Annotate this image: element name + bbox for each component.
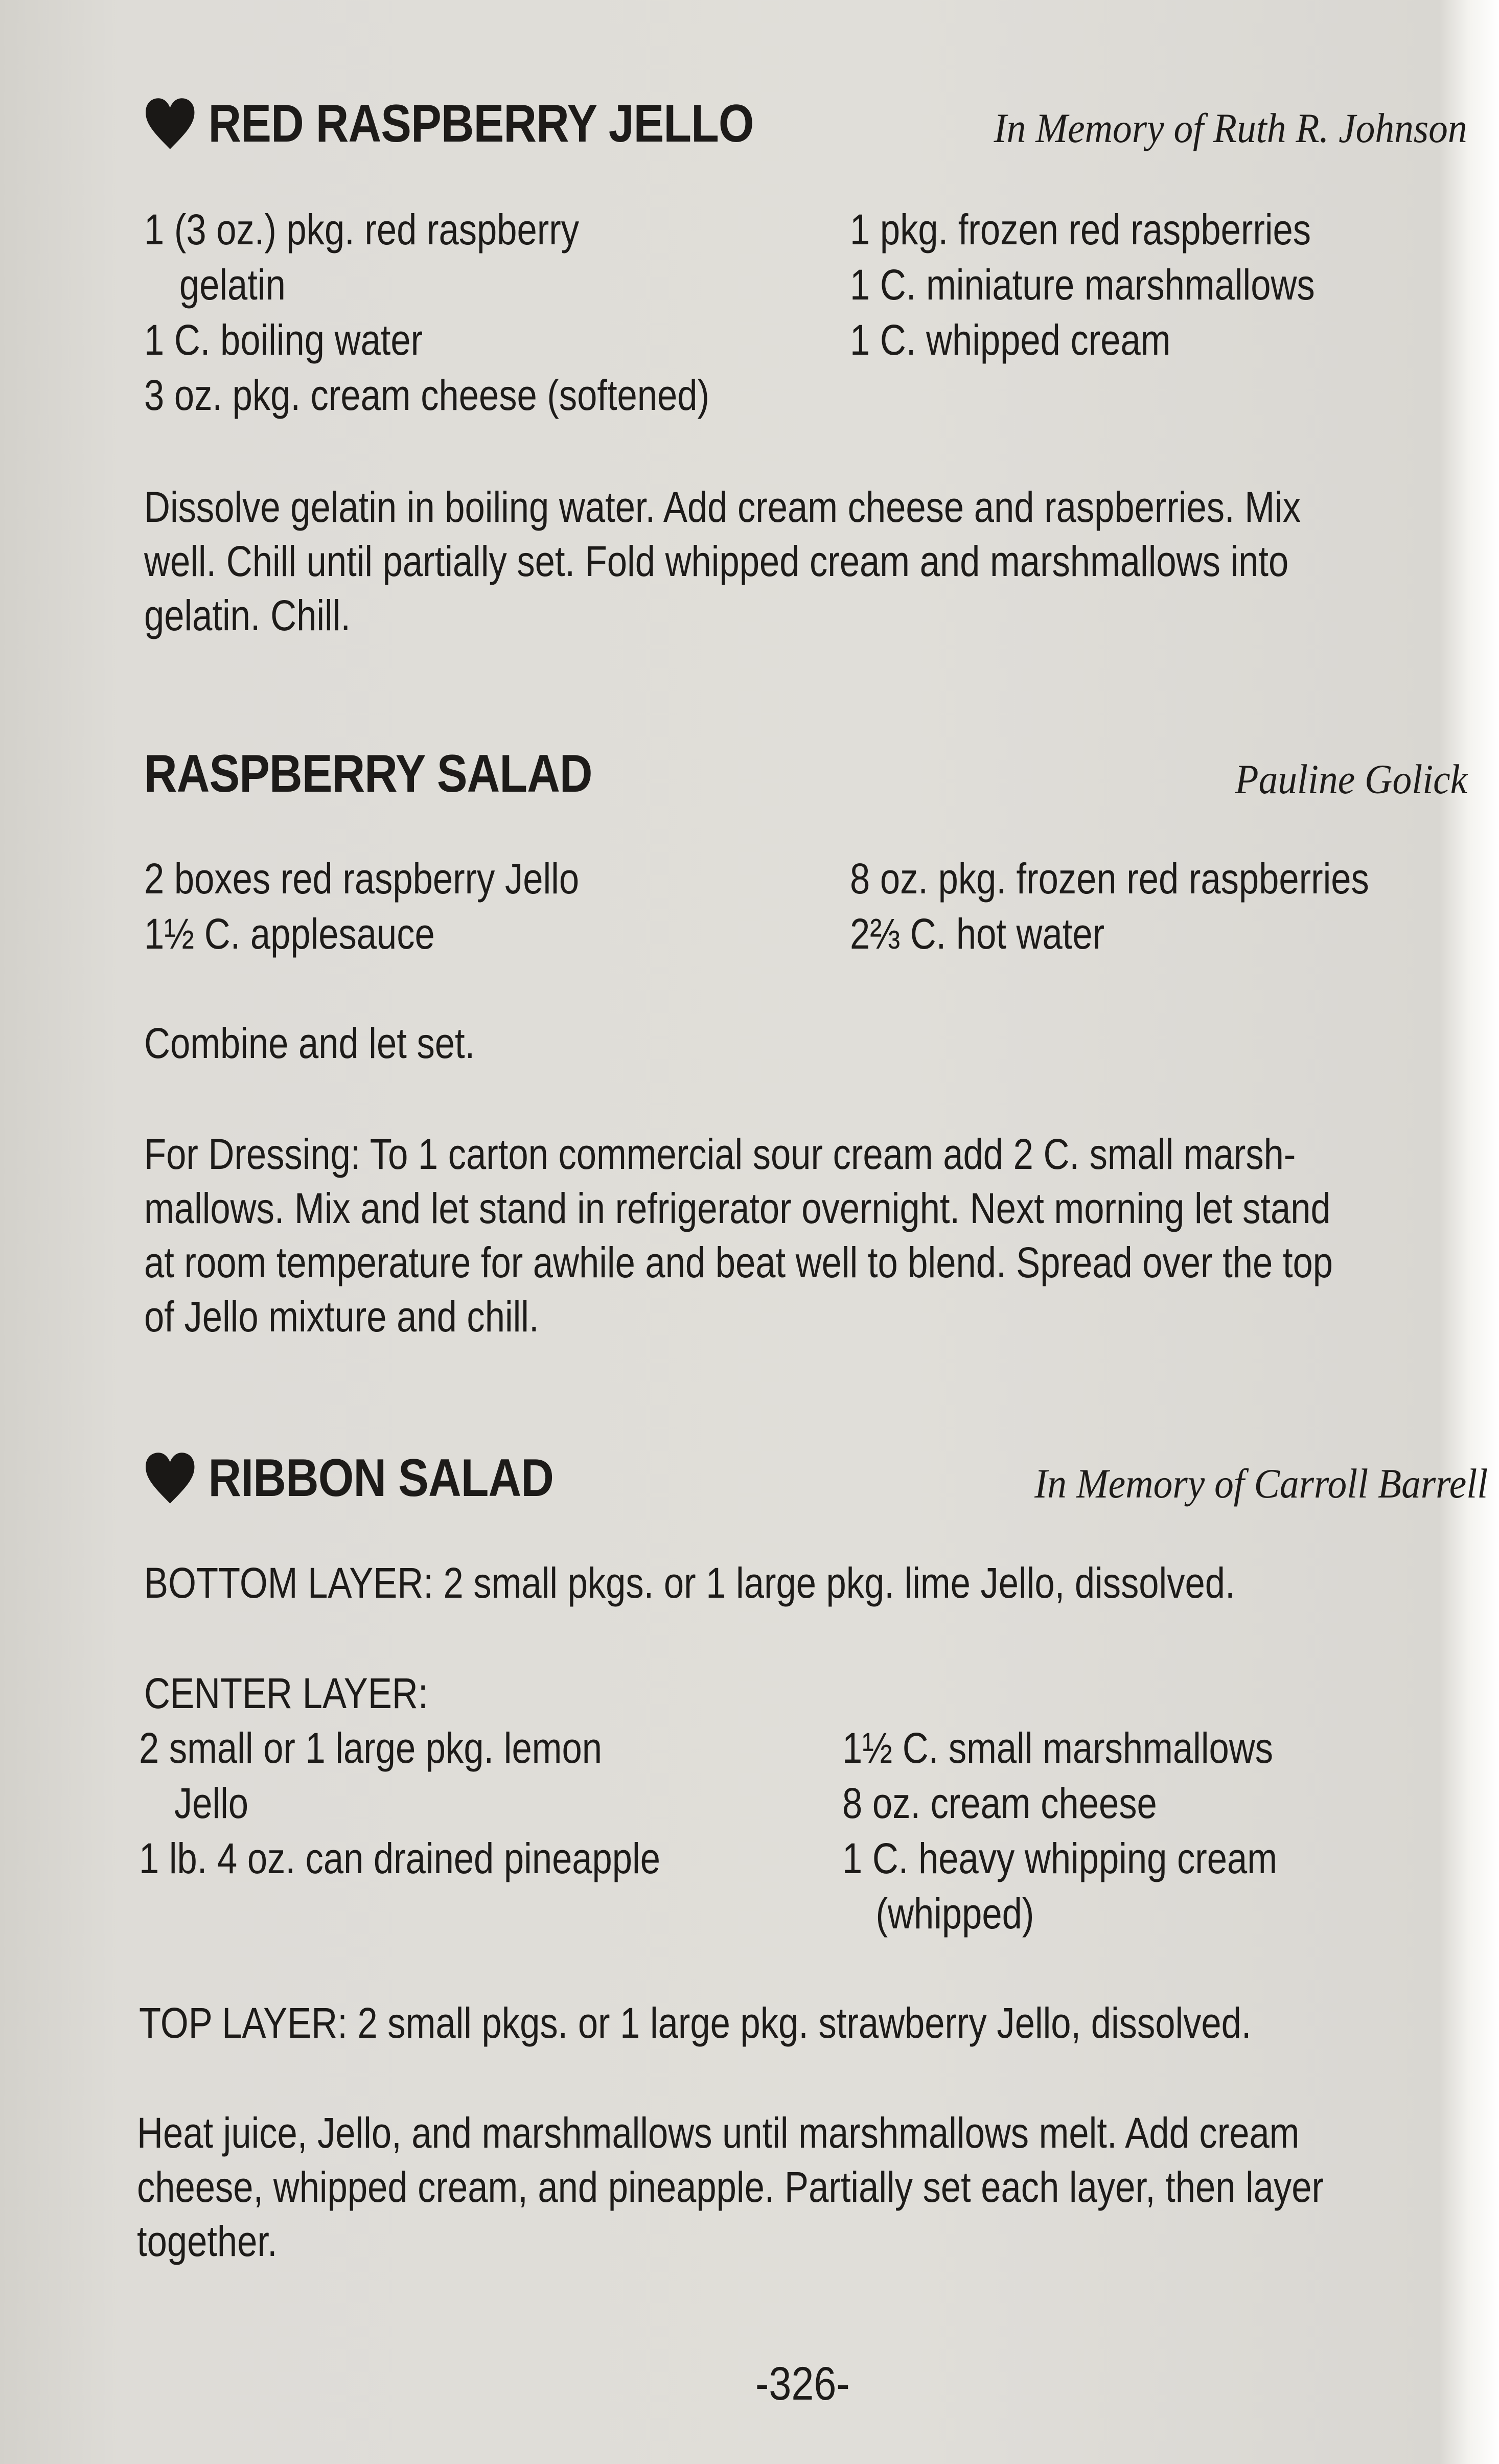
ingredient: 1 lb. 4 oz. can drained pineapple bbox=[139, 1834, 660, 1882]
ingredient: 1 C. boiling water bbox=[144, 316, 423, 364]
ingredient: 2 small or 1 large pkg. lemon bbox=[139, 1724, 602, 1772]
bottom-layer: BOTTOM LAYER: 2 small pkgs. or 1 large pkg. lime Jello, dissolved. bbox=[144, 1559, 1235, 1607]
ingredient: 1 pkg. frozen red raspberries bbox=[850, 205, 1311, 254]
directions-line: For Dressing: To 1 carton commercial sour cream add 2 C. small marsh- bbox=[144, 1130, 1296, 1178]
ingredient: 8 oz. cream cheese bbox=[842, 1779, 1157, 1827]
top-layer: TOP LAYER: 2 small pkgs. or 1 large pkg. strawberry Jello, dissolved. bbox=[139, 1999, 1252, 2047]
recipe-title-ribbon-salad bbox=[144, 1448, 620, 1509]
ingredients-right bbox=[850, 202, 1315, 367]
ingredient: 1 C. heavy whipping cream bbox=[842, 1834, 1278, 1882]
recipe-title-text: RIBBON SALAD bbox=[208, 1448, 554, 1508]
ingredient: 1 (3 oz.) pkg. red raspberry bbox=[144, 205, 579, 254]
directions-line: well. Chill until partially set. Fold whipped cream and marshmallows into bbox=[144, 537, 1289, 585]
ingredient: 8 oz. pkg. frozen red raspberries bbox=[850, 855, 1369, 903]
ingredient: Jello bbox=[174, 1779, 249, 1827]
ingredient: 1 C. miniature marshmallows bbox=[850, 261, 1315, 309]
ingredient: (whipped) bbox=[875, 1890, 1034, 1938]
recipe-directions bbox=[137, 2106, 1324, 2268]
heart-icon bbox=[144, 97, 196, 150]
directions-line: mallows. Mix and let stand in refrigerator overnight. Next morning let stand bbox=[144, 1184, 1331, 1232]
directions-line: gelatin. Chill. bbox=[144, 591, 351, 639]
recipe-credit: Pauline Golick bbox=[1235, 756, 1467, 802]
ingredient: 1½ C. applesauce bbox=[144, 910, 435, 958]
ingredients-left bbox=[139, 1720, 660, 1886]
directions-line: Combine and let set. bbox=[144, 1019, 475, 1067]
recipe-title-raspberry-salad bbox=[144, 744, 665, 803]
ingredients-right bbox=[842, 1720, 1277, 1941]
recipe-credit: In Memory of Carroll Barrell bbox=[1034, 1460, 1488, 1507]
directions-line: together. bbox=[137, 2217, 278, 2265]
directions-line: at room temperature for awhile and beat well to blend. Spread over the top bbox=[144, 1238, 1333, 1286]
page-number: -326- bbox=[755, 2358, 850, 2410]
recipe-title-red-raspberry-jello bbox=[144, 94, 853, 154]
ingredient: 2 boxes red raspberry Jello bbox=[144, 855, 580, 903]
recipe-title-text: RASPBERRY SALAD bbox=[144, 744, 592, 803]
directions-line: of Jello mixture and chill. bbox=[144, 1293, 539, 1341]
ingredient: 2⅔ C. hot water bbox=[850, 910, 1105, 958]
directions-line: cheese, whipped cream, and pineapple. Partially set each layer, then layer bbox=[137, 2163, 1324, 2211]
recipe-credit: In Memory of Ruth R. Johnson bbox=[994, 105, 1467, 151]
ingredient: 1 C. whipped cream bbox=[850, 316, 1171, 364]
ingredients-right bbox=[850, 851, 1369, 961]
directions-line: Heat juice, Jello, and marshmallows until marshmallows melt. Add cream bbox=[137, 2109, 1300, 2157]
ingredient: 1½ C. small marshmallows bbox=[842, 1724, 1274, 1772]
ingredient: gelatin bbox=[179, 261, 286, 309]
heart-icon bbox=[144, 1452, 196, 1505]
ingredients-left bbox=[144, 851, 579, 961]
directions-line: Dissolve gelatin in boiling water. Add cream cheese and raspberries. Mix bbox=[144, 483, 1301, 531]
center-layer-heading: CENTER LAYER: bbox=[144, 1669, 428, 1717]
recipe-directions bbox=[144, 1016, 475, 1070]
recipe-directions bbox=[144, 480, 1301, 642]
dressing-directions bbox=[144, 1127, 1333, 1344]
ingredients-left bbox=[144, 202, 709, 423]
ingredient: 3 oz. pkg. cream cheese (softened) bbox=[144, 371, 710, 419]
recipe-title-text: RED RASPBERRY JELLO bbox=[208, 94, 754, 153]
